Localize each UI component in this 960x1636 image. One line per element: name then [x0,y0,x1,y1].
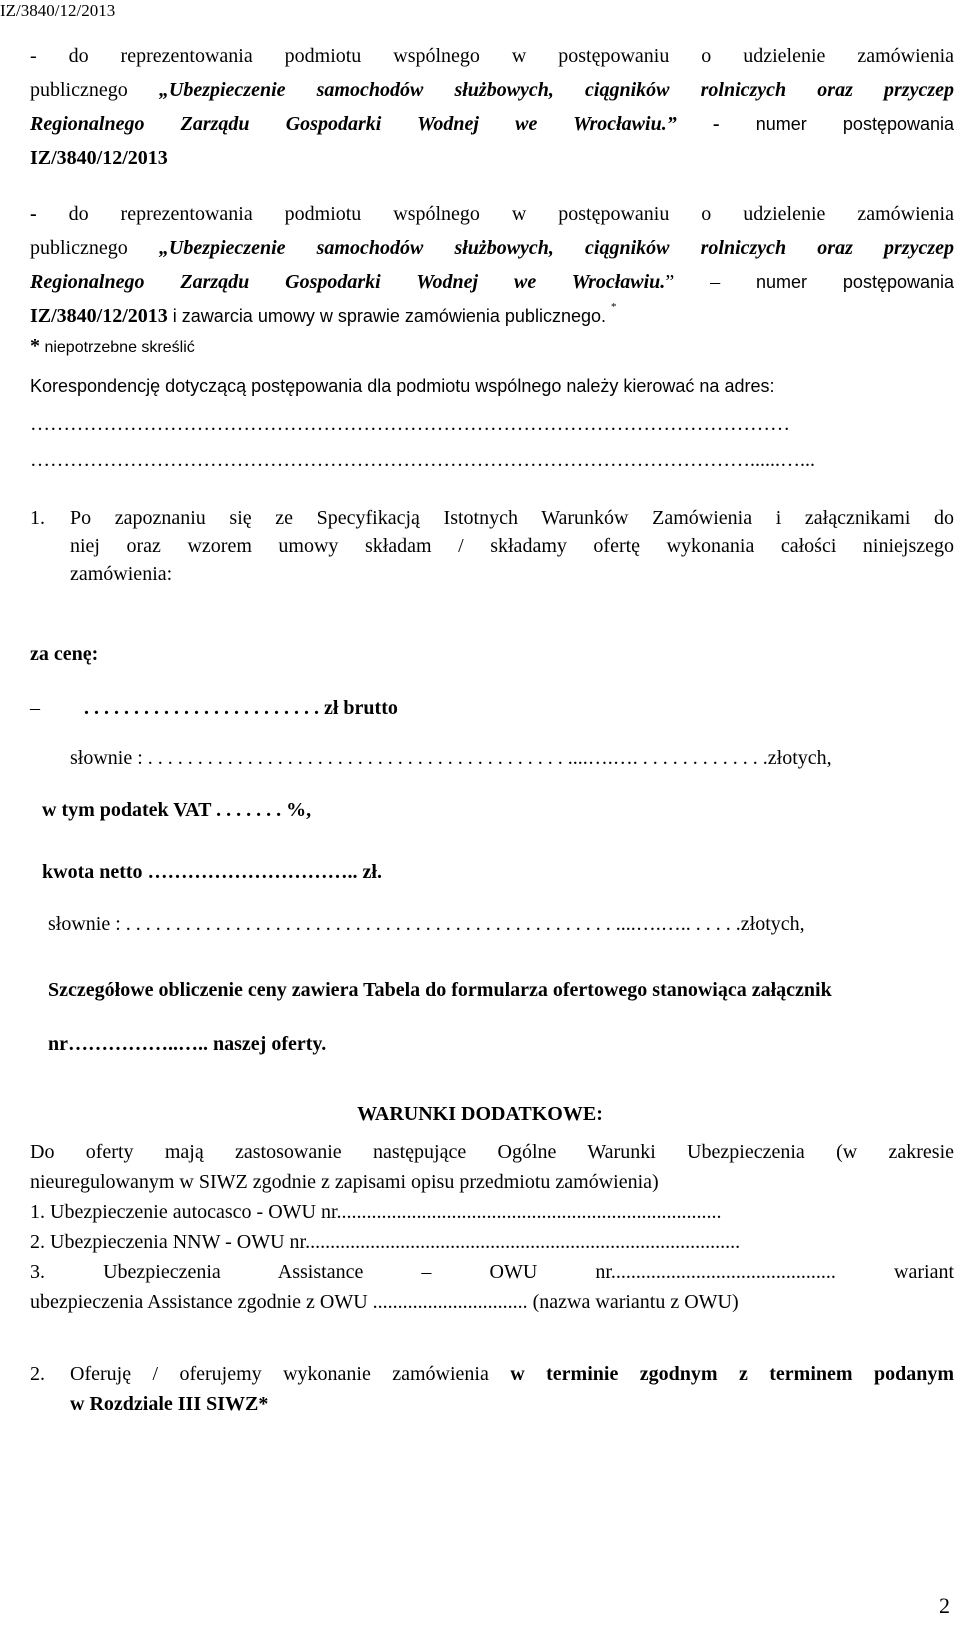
address-line-2: ………………………………………………………………………………………………......…... [30,449,815,471]
conditions-heading: WARUNKI DODATKOWE: [357,1103,603,1125]
section2-number: 2. [30,1363,45,1385]
calculation-note-line2: nr……………..….. naszej oferty. [48,1033,327,1055]
document-id-header: IZ/3840/12/2013 [0,1,116,20]
footnote: * niepotrzebne skreślić [30,335,195,357]
condition-item-2: 2. Ubezpieczenia NNW - OWU nr....................................................................................... [30,1231,741,1253]
section1-line1: Po zapoznaniu się ze Specyfikacją Istotnych Warunków Zamówienia i załącznikami do [70,507,954,529]
block1-line2: publicznego „Ubezpieczenie samochodów służbowych, ciągników rolniczych oraz przyczep [30,79,954,101]
section1-line3: zamówienia: [70,563,173,585]
condition-item-3: 3. Ubezpieczenia Assistance – OWU nr............................................. wariant [30,1261,954,1283]
block2-line3: Regionalnego Zarządu Gospodarki Wodnej we Wrocławiu.” – numer postępowania [30,271,954,293]
conditions-intro-1: Do oferty mają zastosowanie następujące Ogólne Warunki Ubezpieczenia (w zakresie [30,1141,954,1163]
block1-line4: IZ/3840/12/2013 [30,147,168,169]
price-words-2: słownie : . . . . . . . . . . . . . . . . . . . . . . . . . . . . . . . . . . . . . . . . . . . . . . . . . ....….….. . . . . .złotych, [48,913,805,935]
block2-line1: - do reprezentowania podmiotu wspólnego w postępowaniu o udzielenie zamówienia [30,203,954,225]
section2-line1: Oferuję / oferujemy wykonanie zamówienia w terminie zgodnym z terminem podanym [70,1363,954,1385]
net-amount: kwota netto ………………………….. zł. [42,861,382,883]
block1-line1: - do reprezentowania podmiotu wspólnego w postępowaniu o udzielenie zamówienia [30,45,954,67]
condition-item-1: 1. Ubezpieczenie autocasco - OWU nr............................................................................. [30,1201,722,1223]
price-heading: za cenę: [30,643,99,665]
block2-line2: publicznego „Ubezpieczenie samochodów służbowych, ciągników rolniczych oraz przyczep [30,237,954,259]
page-number: 2 [939,1593,950,1618]
section1-number: 1. [30,507,45,529]
condition-item-3-cont: ubezpieczenia Assistance zgodnie z OWU ............................... (nazwa wariantu z OWU) [30,1291,739,1313]
price-words-1: słownie : . . . . . . . . . . . . . . . . . . . . . . . . . . . . . . . . . . . . . . . . . . ....….…. . . . . . . . . . . . . .złotych, [70,747,832,769]
conditions-intro-2: nieuregulowanym w SIWZ zgodnie z zapisami opisu przedmiotu zamówienia) [30,1171,659,1193]
calculation-note-line1: Szczegółowe obliczenie ceny zawiera Tabela do formularza ofertowego stanowiąca załącznik [48,979,832,1001]
block1-line3: Regionalnego Zarządu Gospodarki Wodnej we Wrocławiu.” - numer postępowania [30,113,954,135]
address-line-1: …………………………………………………………………………………………………… [30,413,790,435]
correspondence-label: Korespondencję dotyczącą postępowania dla podmiotu wspólnego należy kierować na adres: [30,376,775,396]
block2-line4: IZ/3840/12/2013 i zawarcia umowy w sprawie zamówienia publicznego. * [30,301,617,327]
vat-line: w tym podatek VAT . . . . . . . %, [42,799,312,821]
section2-line2: w Rozdziale III SIWZ* [70,1393,269,1415]
price-brutto: . . . . . . . . . . . . . . . . . . . . . . . . zł brutto [84,697,398,719]
price-dash: – [30,697,40,719]
section1-line2: niej oraz wzorem umowy składam / składamy ofertę wykonania całości niniejszego [70,535,954,557]
